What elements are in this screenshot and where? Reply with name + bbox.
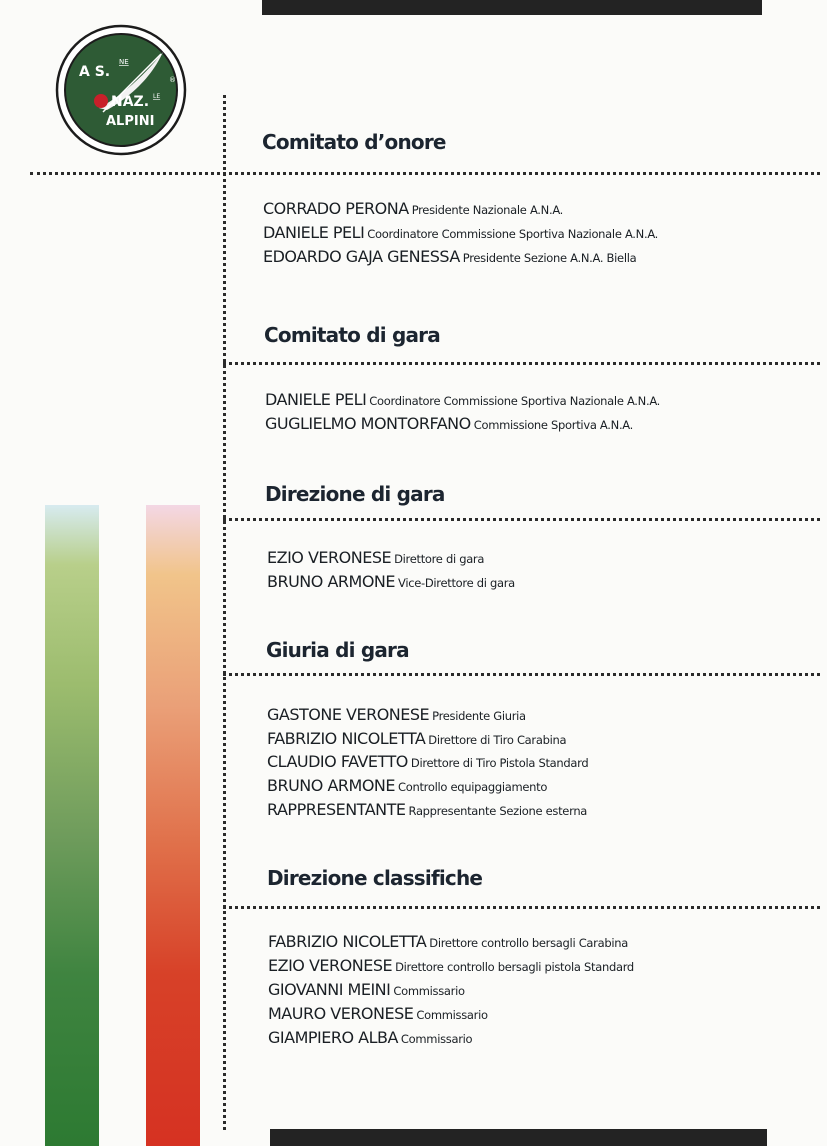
member-name: MAURO VERONESE	[268, 1004, 414, 1023]
member-row	[263, 199, 563, 218]
member-row	[265, 390, 660, 409]
member-role: Presidente Giuria	[432, 709, 526, 723]
member-row	[268, 1004, 488, 1023]
member-name: DANIELE PELI	[263, 223, 365, 242]
member-role: Vice-Direttore di gara	[398, 576, 515, 590]
member-name: DANIELE PELI	[265, 390, 367, 409]
member-row	[267, 705, 526, 724]
member-role: Coordinatore Commissione Sportiva Nazionale A.N.A.	[367, 227, 659, 241]
member-row	[268, 980, 465, 999]
member-role: Coordinatore Commissione Sportiva Nazionale A.N.A.	[369, 394, 661, 408]
logo-line1-sup: NE	[119, 58, 129, 66]
logo-line3: ALPINI	[106, 114, 155, 129]
member-name: CORRADO PERONA	[263, 199, 409, 218]
member-role: Rappresentante Sezione esterna	[408, 804, 588, 818]
member-name: GIAMPIERO ALBA	[268, 1028, 398, 1047]
member-role: Presidente Sezione A.N.A. Biella	[462, 251, 637, 265]
member-role: Controllo equipaggiamento	[398, 780, 548, 794]
section-divider	[30, 172, 820, 175]
member-name: BRUNO ARMONE	[267, 776, 395, 795]
section-title: Direzione di gara	[265, 482, 445, 506]
member-row	[265, 414, 633, 433]
ana-logo	[55, 24, 187, 156]
vertical-dotted-divider	[223, 95, 226, 1130]
section-divider	[223, 518, 820, 521]
section-title: Direzione classifiche	[267, 866, 483, 890]
member-row	[267, 572, 515, 591]
member-row	[267, 548, 484, 567]
member-role: Commissione Sportiva A.N.A.	[473, 418, 634, 432]
member-name: FABRIZIO NICOLETTA	[268, 932, 427, 951]
member-name: EZIO VERONESE	[267, 548, 392, 567]
member-name: GUGLIELMO MONTORFANO	[265, 414, 471, 433]
member-role: Presidente Nazionale A.N.A.	[411, 203, 564, 217]
member-row	[268, 932, 628, 951]
member-row	[268, 1028, 472, 1047]
member-role: Direttore controllo bersagli pistola Standard	[395, 960, 634, 974]
bottom-bar	[270, 1129, 767, 1146]
section-title: Comitato di gara	[264, 323, 440, 347]
member-name: CLAUDIO FAVETTO	[267, 752, 408, 771]
member-name: EDOARDO GAJA GENESSA	[263, 247, 460, 266]
section-title: Giuria di gara	[266, 638, 409, 662]
member-role: Direttore di Tiro Pistola Standard	[410, 756, 589, 770]
section-divider	[223, 362, 820, 365]
member-role: Commissario	[393, 984, 465, 998]
top-bar	[262, 0, 762, 15]
section-divider	[223, 673, 820, 676]
member-name: EZIO VERONESE	[268, 956, 393, 975]
member-row	[267, 729, 566, 748]
member-role: Commissario	[416, 1008, 488, 1022]
member-name: FABRIZIO NICOLETTA	[267, 729, 426, 748]
logo-line1: A S.	[79, 64, 111, 80]
section-title: Comitato d’onore	[262, 130, 446, 154]
member-row	[267, 752, 588, 771]
member-row	[267, 776, 547, 795]
member-name: RAPPRESENTANTE	[267, 800, 406, 819]
green-stripe	[45, 505, 99, 1146]
logo-line2: NAZ.	[111, 94, 150, 110]
logo-line2-sup: LE	[153, 93, 161, 100]
member-name: GASTONE VERONESE	[267, 705, 430, 724]
member-row	[263, 223, 658, 242]
registered-mark: ®	[169, 76, 176, 84]
member-name: GIOVANNI MEINI	[268, 980, 391, 999]
section-divider	[223, 906, 820, 909]
member-name: BRUNO ARMONE	[267, 572, 395, 591]
member-row	[268, 956, 634, 975]
red-stripe	[146, 505, 200, 1146]
member-role: Commissario	[400, 1032, 473, 1046]
member-row	[267, 800, 587, 819]
member-role: Direttore di Tiro Carabina	[428, 733, 567, 747]
member-row	[263, 247, 636, 266]
member-role: Direttore di gara	[394, 552, 485, 566]
member-role: Direttore controllo bersagli Carabina	[429, 936, 628, 950]
